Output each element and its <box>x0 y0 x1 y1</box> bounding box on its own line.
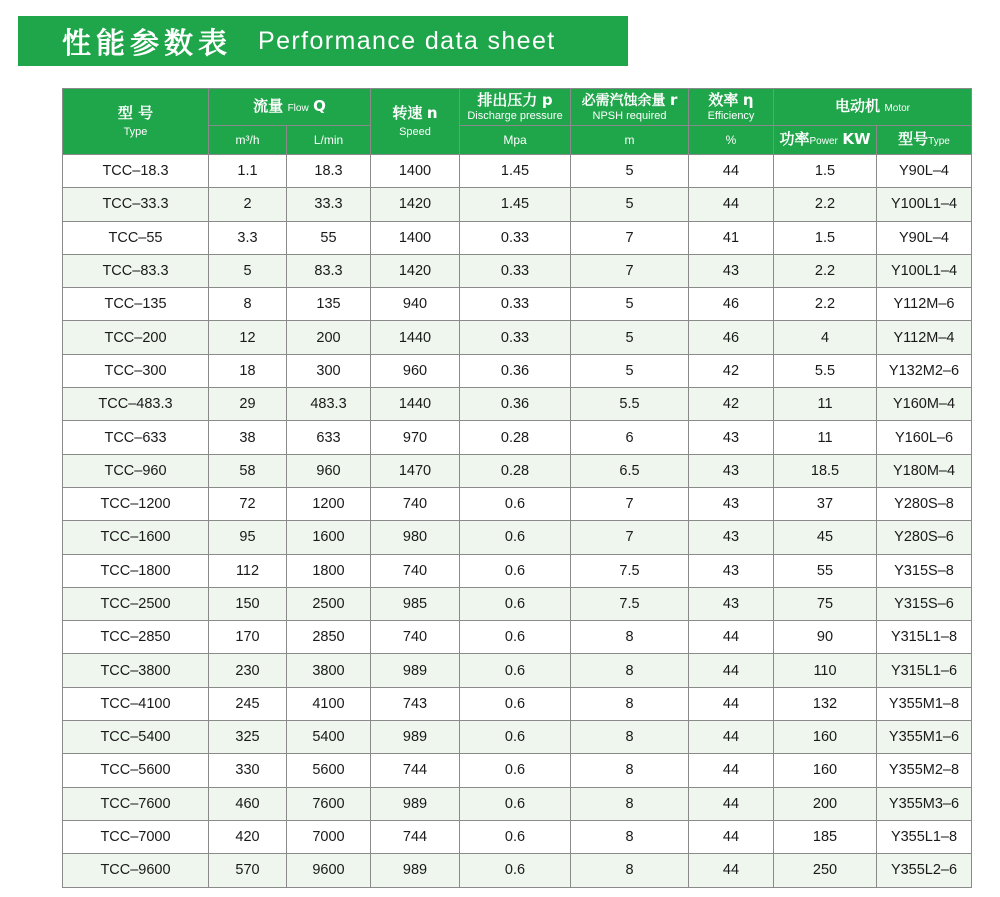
table-row <box>63 188 972 221</box>
cell-motor-type: Y160M–4 <box>877 388 972 421</box>
cell-power: 160 <box>774 721 877 754</box>
cell-model: TCC–300 <box>63 354 209 387</box>
cell-npsh: 8 <box>571 654 689 687</box>
cell-power: 2.2 <box>774 288 877 321</box>
cell-speed: 1440 <box>371 388 460 421</box>
cell-motor-type: Y355M1–6 <box>877 721 972 754</box>
cell-flow-lmin: 3800 <box>287 654 371 687</box>
cell-pressure: 0.6 <box>460 854 571 887</box>
cell-npsh: 5 <box>571 288 689 321</box>
cell-flow-lmin: 33.3 <box>287 188 371 221</box>
cell-flow-lmin: 1800 <box>287 554 371 587</box>
header-speed: 转速 n Speed <box>371 89 460 155</box>
cell-flow-lmin: 483.3 <box>287 388 371 421</box>
cell-model: TCC–2500 <box>63 587 209 620</box>
cell-speed: 1470 <box>371 454 460 487</box>
cell-pressure: 0.33 <box>460 288 571 321</box>
cell-flow-lmin: 55 <box>287 221 371 254</box>
cell-model: TCC–5400 <box>63 721 209 754</box>
cell-model: TCC–483.3 <box>63 388 209 421</box>
cell-efficiency: 44 <box>689 155 774 188</box>
cell-model: TCC–7600 <box>63 787 209 820</box>
cell-npsh: 8 <box>571 820 689 853</box>
cell-speed: 1440 <box>371 321 460 354</box>
title-banner <box>18 16 628 66</box>
cell-model: TCC–7000 <box>63 820 209 853</box>
cell-model: TCC–1800 <box>63 554 209 587</box>
header-npsh: 必需汽蚀余量 r NPSH required <box>571 89 689 126</box>
cell-pressure: 0.6 <box>460 521 571 554</box>
cell-pressure: 0.6 <box>460 654 571 687</box>
cell-model: TCC–200 <box>63 321 209 354</box>
table-header <box>63 89 972 155</box>
cell-power: 90 <box>774 621 877 654</box>
cell-flow-lmin: 5400 <box>287 721 371 754</box>
header-type: 型 号 Type <box>63 89 209 155</box>
cell-motor-type: Y112M–4 <box>877 321 972 354</box>
cell-pressure: 0.6 <box>460 621 571 654</box>
table-row <box>63 454 972 487</box>
cell-model: TCC–960 <box>63 454 209 487</box>
cell-flow-lmin: 2850 <box>287 621 371 654</box>
cell-efficiency: 43 <box>689 454 774 487</box>
cell-efficiency: 43 <box>689 521 774 554</box>
cell-npsh: 8 <box>571 687 689 720</box>
cell-npsh: 6.5 <box>571 454 689 487</box>
cell-speed: 740 <box>371 621 460 654</box>
cell-flow-lmin: 2500 <box>287 587 371 620</box>
cell-model: TCC–4100 <box>63 687 209 720</box>
cell-model: TCC–55 <box>63 221 209 254</box>
cell-flow-m3h: 38 <box>209 421 287 454</box>
cell-power: 55 <box>774 554 877 587</box>
cell-speed: 743 <box>371 687 460 720</box>
cell-flow-m3h: 5 <box>209 254 287 287</box>
table-row <box>63 721 972 754</box>
cell-npsh: 7 <box>571 254 689 287</box>
header-unit-m3h: m³/h <box>209 126 287 155</box>
cell-power: 200 <box>774 787 877 820</box>
cell-power: 4 <box>774 321 877 354</box>
cell-model: TCC–1200 <box>63 487 209 520</box>
table-row <box>63 354 972 387</box>
cell-npsh: 7 <box>571 221 689 254</box>
cell-npsh: 7.5 <box>571 554 689 587</box>
cell-efficiency: 44 <box>689 687 774 720</box>
cell-motor-type: Y132M2–6 <box>877 354 972 387</box>
cell-power: 2.2 <box>774 188 877 221</box>
cell-flow-lmin: 960 <box>287 454 371 487</box>
cell-pressure: 0.6 <box>460 687 571 720</box>
cell-power: 2.2 <box>774 254 877 287</box>
cell-power: 37 <box>774 487 877 520</box>
cell-motor-type: Y100L1–4 <box>877 254 972 287</box>
cell-motor-type: Y315S–6 <box>877 587 972 620</box>
cell-pressure: 0.6 <box>460 554 571 587</box>
header-motor-type: 型号Type <box>877 126 972 155</box>
cell-power: 11 <box>774 388 877 421</box>
cell-model: TCC–18.3 <box>63 155 209 188</box>
table-row <box>63 254 972 287</box>
cell-power: 1.5 <box>774 155 877 188</box>
cell-pressure: 0.33 <box>460 254 571 287</box>
cell-flow-lmin: 633 <box>287 421 371 454</box>
cell-npsh: 5 <box>571 321 689 354</box>
cell-power: 132 <box>774 687 877 720</box>
cell-flow-m3h: 245 <box>209 687 287 720</box>
cell-speed: 940 <box>371 288 460 321</box>
table-row <box>63 754 972 787</box>
cell-pressure: 0.28 <box>460 421 571 454</box>
cell-flow-m3h: 8 <box>209 288 287 321</box>
cell-power: 45 <box>774 521 877 554</box>
cell-efficiency: 44 <box>689 854 774 887</box>
cell-power: 1.5 <box>774 221 877 254</box>
header-motor: 电动机 Motor <box>774 89 972 126</box>
cell-motor-type: Y160L–6 <box>877 421 972 454</box>
cell-motor-type: Y100L1–4 <box>877 188 972 221</box>
cell-speed: 960 <box>371 354 460 387</box>
cell-flow-m3h: 170 <box>209 621 287 654</box>
table-row <box>63 421 972 454</box>
cell-npsh: 5 <box>571 354 689 387</box>
cell-power: 250 <box>774 854 877 887</box>
title-cn: 性能参数表 <box>62 25 233 60</box>
cell-npsh: 8 <box>571 621 689 654</box>
cell-efficiency: 44 <box>689 188 774 221</box>
title-en: Performance data sheet <box>258 26 556 55</box>
cell-flow-lmin: 1600 <box>287 521 371 554</box>
cell-model: TCC–1600 <box>63 521 209 554</box>
cell-flow-lmin: 300 <box>287 354 371 387</box>
cell-motor-type: Y315L1–6 <box>877 654 972 687</box>
cell-speed: 989 <box>371 654 460 687</box>
cell-motor-type: Y355M2–8 <box>877 754 972 787</box>
cell-flow-m3h: 12 <box>209 321 287 354</box>
table-row <box>63 288 972 321</box>
cell-model: TCC–2850 <box>63 621 209 654</box>
cell-flow-m3h: 420 <box>209 820 287 853</box>
cell-flow-m3h: 460 <box>209 787 287 820</box>
cell-flow-m3h: 95 <box>209 521 287 554</box>
table-row <box>63 388 972 421</box>
table-row <box>63 820 972 853</box>
cell-flow-lmin: 200 <box>287 321 371 354</box>
cell-efficiency: 42 <box>689 354 774 387</box>
cell-power: 18.5 <box>774 454 877 487</box>
cell-motor-type: Y280S–8 <box>877 487 972 520</box>
header-unit-mpa: Mpa <box>460 126 571 155</box>
cell-pressure: 1.45 <box>460 155 571 188</box>
table-row <box>63 787 972 820</box>
table-row <box>63 587 972 620</box>
cell-speed: 1420 <box>371 254 460 287</box>
cell-npsh: 8 <box>571 787 689 820</box>
cell-flow-m3h: 230 <box>209 654 287 687</box>
table-row <box>63 221 972 254</box>
cell-motor-type: Y355L1–8 <box>877 820 972 853</box>
cell-efficiency: 43 <box>689 421 774 454</box>
table-row <box>63 621 972 654</box>
cell-npsh: 5 <box>571 188 689 221</box>
cell-motor-type: Y315L1–8 <box>877 621 972 654</box>
cell-pressure: 0.36 <box>460 388 571 421</box>
cell-power: 185 <box>774 820 877 853</box>
cell-npsh: 8 <box>571 754 689 787</box>
header-unit-m: m <box>571 126 689 155</box>
cell-npsh: 7.5 <box>571 587 689 620</box>
cell-motor-type: Y355M3–6 <box>877 787 972 820</box>
header-flow: 流量 Flow Q <box>209 89 371 126</box>
cell-motor-type: Y180M–4 <box>877 454 972 487</box>
header-pressure: 排出压力 p Discharge pressure <box>460 89 571 126</box>
cell-flow-m3h: 330 <box>209 754 287 787</box>
table-row <box>63 687 972 720</box>
header-power: 功率Power KW <box>774 126 877 155</box>
cell-efficiency: 41 <box>689 221 774 254</box>
cell-motor-type: Y112M–6 <box>877 288 972 321</box>
cell-motor-type: Y355L2–6 <box>877 854 972 887</box>
cell-pressure: 0.36 <box>460 354 571 387</box>
cell-speed: 1400 <box>371 155 460 188</box>
cell-model: TCC–33.3 <box>63 188 209 221</box>
cell-speed: 980 <box>371 521 460 554</box>
cell-speed: 744 <box>371 820 460 853</box>
cell-power: 75 <box>774 587 877 620</box>
cell-motor-type: Y90L–4 <box>877 155 972 188</box>
cell-pressure: 0.6 <box>460 820 571 853</box>
cell-flow-lmin: 83.3 <box>287 254 371 287</box>
cell-npsh: 8 <box>571 854 689 887</box>
cell-speed: 1420 <box>371 188 460 221</box>
cell-efficiency: 43 <box>689 587 774 620</box>
cell-efficiency: 46 <box>689 288 774 321</box>
cell-speed: 1400 <box>371 221 460 254</box>
cell-power: 5.5 <box>774 354 877 387</box>
cell-pressure: 1.45 <box>460 188 571 221</box>
cell-npsh: 6 <box>571 421 689 454</box>
cell-pressure: 0.6 <box>460 487 571 520</box>
cell-efficiency: 44 <box>689 820 774 853</box>
cell-efficiency: 44 <box>689 654 774 687</box>
cell-flow-lmin: 1200 <box>287 487 371 520</box>
header-unit-lmin: L/min <box>287 126 371 155</box>
table-row <box>63 155 972 188</box>
cell-efficiency: 44 <box>689 621 774 654</box>
cell-flow-lmin: 7600 <box>287 787 371 820</box>
cell-power: 110 <box>774 654 877 687</box>
performance-table <box>62 88 972 888</box>
cell-pressure: 0.6 <box>460 587 571 620</box>
cell-speed: 989 <box>371 787 460 820</box>
cell-flow-m3h: 2 <box>209 188 287 221</box>
cell-flow-m3h: 1.1 <box>209 155 287 188</box>
cell-efficiency: 44 <box>689 754 774 787</box>
cell-flow-lmin: 135 <box>287 288 371 321</box>
cell-pressure: 0.6 <box>460 754 571 787</box>
table-row <box>63 854 972 887</box>
cell-efficiency: 44 <box>689 721 774 754</box>
table-row <box>63 554 972 587</box>
cell-flow-m3h: 72 <box>209 487 287 520</box>
cell-flow-lmin: 5600 <box>287 754 371 787</box>
cell-efficiency: 43 <box>689 254 774 287</box>
cell-pressure: 0.33 <box>460 321 571 354</box>
cell-efficiency: 43 <box>689 487 774 520</box>
cell-pressure: 0.6 <box>460 721 571 754</box>
table-row <box>63 487 972 520</box>
cell-npsh: 5.5 <box>571 388 689 421</box>
cell-model: TCC–9600 <box>63 854 209 887</box>
cell-npsh: 5 <box>571 155 689 188</box>
cell-model: TCC–5600 <box>63 754 209 787</box>
cell-power: 160 <box>774 754 877 787</box>
table-row <box>63 654 972 687</box>
table-row <box>63 521 972 554</box>
cell-motor-type: Y315S–8 <box>877 554 972 587</box>
cell-flow-m3h: 112 <box>209 554 287 587</box>
cell-motor-type: Y355M1–8 <box>877 687 972 720</box>
cell-speed: 744 <box>371 754 460 787</box>
cell-flow-m3h: 29 <box>209 388 287 421</box>
cell-speed: 989 <box>371 721 460 754</box>
cell-speed: 740 <box>371 554 460 587</box>
cell-flow-m3h: 18 <box>209 354 287 387</box>
table-body <box>63 155 972 888</box>
cell-model: TCC–135 <box>63 288 209 321</box>
cell-efficiency: 46 <box>689 321 774 354</box>
cell-speed: 970 <box>371 421 460 454</box>
cell-pressure: 0.33 <box>460 221 571 254</box>
cell-pressure: 0.6 <box>460 787 571 820</box>
cell-model: TCC–633 <box>63 421 209 454</box>
cell-speed: 740 <box>371 487 460 520</box>
cell-flow-lmin: 18.3 <box>287 155 371 188</box>
cell-speed: 985 <box>371 587 460 620</box>
cell-flow-lmin: 7000 <box>287 820 371 853</box>
cell-motor-type: Y90L–4 <box>877 221 972 254</box>
cell-npsh: 8 <box>571 721 689 754</box>
cell-speed: 989 <box>371 854 460 887</box>
cell-pressure: 0.28 <box>460 454 571 487</box>
cell-flow-m3h: 150 <box>209 587 287 620</box>
cell-npsh: 7 <box>571 521 689 554</box>
cell-efficiency: 42 <box>689 388 774 421</box>
cell-power: 11 <box>774 421 877 454</box>
cell-flow-m3h: 570 <box>209 854 287 887</box>
cell-flow-m3h: 325 <box>209 721 287 754</box>
cell-npsh: 7 <box>571 487 689 520</box>
cell-model: TCC–3800 <box>63 654 209 687</box>
cell-flow-lmin: 9600 <box>287 854 371 887</box>
cell-flow-m3h: 58 <box>209 454 287 487</box>
cell-efficiency: 43 <box>689 554 774 587</box>
table-row <box>63 321 972 354</box>
header-unit-percent: % <box>689 126 774 155</box>
cell-flow-lmin: 4100 <box>287 687 371 720</box>
cell-model: TCC–83.3 <box>63 254 209 287</box>
cell-motor-type: Y280S–6 <box>877 521 972 554</box>
cell-efficiency: 44 <box>689 787 774 820</box>
header-efficiency: 效率 η Efficiency <box>689 89 774 126</box>
cell-flow-m3h: 3.3 <box>209 221 287 254</box>
